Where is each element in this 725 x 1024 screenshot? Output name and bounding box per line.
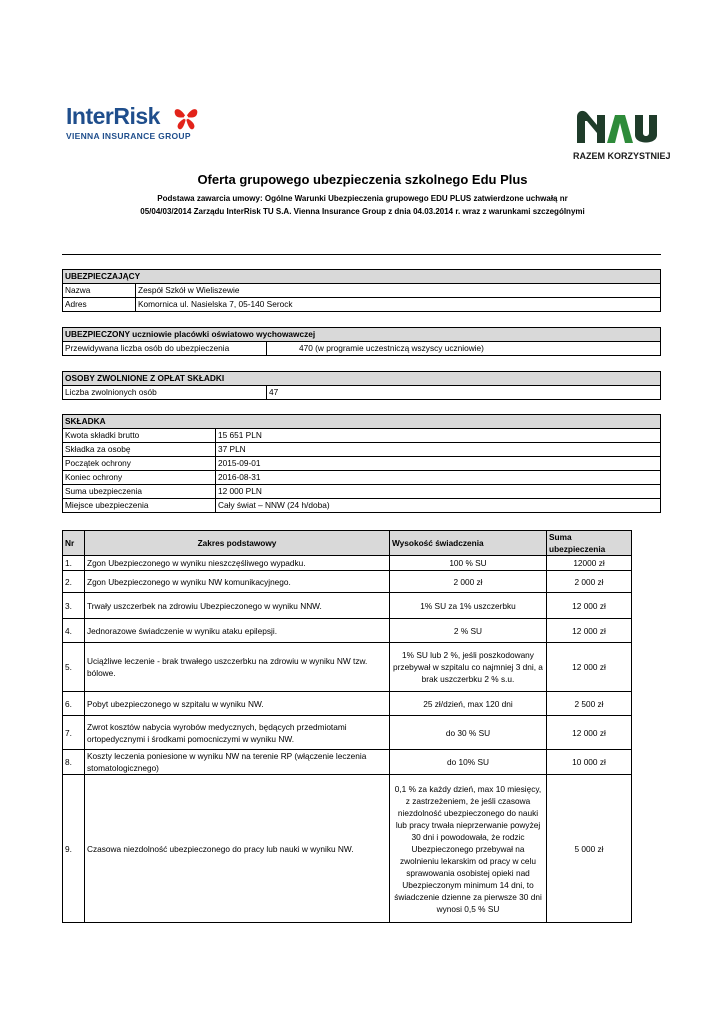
row-wysokosc: 2 % SU [390,619,547,643]
row-zakres: Zgon Ubezpieczonego w wyniku NW komunikacyjnego. [85,571,390,593]
row-zakres: Trwały uszczerbek na zdrowiu Ubezpieczonego w wyniku NNW. [85,593,390,619]
field-value: 47 [267,386,661,400]
row-zakres: Zgon Ubezpieczonego w wyniku nieszczęśliwego wypadku. [85,556,390,571]
table-row [63,471,661,485]
field-value: Zespół Szkół w Wieliszewie [136,284,661,298]
row-suma: 2 000 zł [547,571,632,593]
field-label: Nazwa [63,284,136,298]
row-suma: 2 500 zł [547,692,632,716]
interrisk-logo [66,104,206,154]
row-suma: 5 000 zł [547,775,632,923]
table-row [63,457,661,471]
field-value: 2016-08-31 [216,471,661,485]
field-value: 470 (w programie uczestniczą wszyscy uczniowie) [267,342,661,356]
table-row [63,342,661,356]
table-row [63,643,632,692]
field-label: Miejsce ubezpieczenia [63,499,216,513]
row-nr: 9. [63,775,85,923]
row-wysokosc: do 30 % SU [390,716,547,750]
table-row [63,485,661,499]
table-row [63,298,661,312]
ubezpieczony-heading: UBEZPIECZONY uczniowie placówki oświatowo wychowawczej [63,328,661,342]
nau-tagline: RAZEM KORZYSTNIEJ [573,151,671,161]
row-nr: 6. [63,692,85,716]
subtitle-line-1: Podstawa zawarcia umowy: Ogólne Warunki Ubezpieczenia grupowego EDU PLUS zatwierdzone uchwałą nr [157,194,568,203]
table-row [63,692,632,716]
benefits-table [62,530,632,923]
field-label: Składka za osobę [63,443,216,457]
row-wysokosc: 1% SU za 1% uszczerbku [390,593,547,619]
table-row [63,750,632,775]
table-row [63,716,632,750]
skladka-heading: SKŁADKA [63,415,661,429]
field-value: 37 PLN [216,443,661,457]
field-value: Komornica ul. Nasielska 7, 05-140 Serock [136,298,661,312]
row-suma: 12 000 zł [547,643,632,692]
table-row [63,284,661,298]
row-zakres: Jednorazowe świadczenie w wyniku ataku epilepsji. [85,619,390,643]
row-nr: 8. [63,750,85,775]
table-row [63,571,632,593]
field-value: 12 000 PLN [216,485,661,499]
ubezpieczony-table [62,327,661,356]
divider-line [62,254,661,255]
row-zakres: Uciążliwe leczenie - brak trwałego uszczerbku na zdrowiu w wyniku NW tzw. bólowe. [85,643,390,692]
interrisk-bow-icon [172,104,200,132]
field-label: Początek ochrony [63,457,216,471]
skladka-table [62,414,661,513]
row-nr: 5. [63,643,85,692]
zwolnione-heading: OSOBY ZWOLNIONE Z OPŁAT SKŁADKI [63,372,661,386]
table-row [63,443,661,457]
interrisk-group-text: VIENNA INSURANCE GROUP [66,131,191,141]
row-nr: 7. [63,716,85,750]
zwolnione-table [62,371,661,400]
row-wysokosc: do 10% SU [390,750,547,775]
ubezpieczajacy-table [62,269,661,312]
col-header-zakres: Zakres podstawowy [85,531,390,556]
row-suma: 12 000 zł [547,593,632,619]
row-suma: 12 000 zł [547,619,632,643]
ubezpieczajacy-heading: UBEZPIECZAJĄCY [63,270,661,284]
page-title: Oferta grupowego ubezpieczenia szkolnego Edu Plus [197,172,528,187]
field-label: Liczba zwolnionych osób [63,386,267,400]
row-nr: 3. [63,593,85,619]
row-wysokosc: 100 % SU [390,556,547,571]
col-header-nr: Nr [63,531,85,556]
row-nr: 2. [63,571,85,593]
interrisk-logo-text: InterRisk [66,103,160,129]
row-nr: 1. [63,556,85,571]
field-label: Adres [63,298,136,312]
col-header-wysokosc: Wysokość świadczenia [390,531,547,556]
nau-logo [573,107,671,161]
row-wysokosc: 1% SU lub 2 %, jeśli poszkodowany przebywał w szpitalu co najmniej 3 dni, a brak uszczerbku 2 % s.u. [390,643,547,692]
subtitle-line-2: 05/04/03/2014 Zarządu InterRisk TU S.A. Vienna Insurance Group z dnia 04.03.2014 r. wraz z warunkami szczególnymi [140,207,585,216]
row-wysokosc: 25 zł/dzień, max 120 dni [390,692,547,716]
table-row [63,619,632,643]
field-value: 15 651 PLN [216,429,661,443]
page-subtitle [0,192,725,218]
row-zakres: Pobyt ubezpieczonego w szpitalu w wyniku NW. [85,692,390,716]
table-row [63,556,632,571]
table-row [63,593,632,619]
row-zakres: Zwrot kosztów nabycia wyrobów medycznych, będących przedmiotami ortopedycznymi i środkami pomocniczymi w wyniku NW. [85,716,390,750]
table-row [63,429,661,443]
field-value: Cały świat – NNW (24 h/doba) [216,499,661,513]
row-suma: 10 000 zł [547,750,632,775]
field-label: Suma ubezpieczenia [63,485,216,499]
row-zakres: Koszty leczenia poniesione w wyniku NW na terenie RP (włączenie leczenia stomatologicznego) [85,750,390,775]
field-label: Kwota składki brutto [63,429,216,443]
row-wysokosc: 0,1 % za każdy dzień, max 10 miesięcy, z zastrzeżeniem, że jeśli czasowa niezdolność ubezpieczonego do nauki lub pracy trwała nieprzerwanie powyżej 30 dni i powodowała, że rodzic Ubezpieczonego przebywał na zwolnieniu lekarskim od pracy w celu sprawowania osobistej opieki nad Ubezpieczonym minimum 14 dni, to świadczenie dzienne za pierwsze 30 dni wynosi 0,5 % SU [390,775,547,923]
row-zakres: Czasowa niezdolność ubezpieczonego do pracy lub nauki w wyniku NW. [85,775,390,923]
nau-logo-mark [573,107,659,145]
row-wysokosc: 2 000 zł [390,571,547,593]
table-row [63,499,661,513]
field-label: Koniec ochrony [63,471,216,485]
field-label: Przewidywana liczba osób do ubezpieczenia [63,342,267,356]
row-suma: 12 000 zł [547,716,632,750]
row-suma: 12000 zł [547,556,632,571]
row-nr: 4. [63,619,85,643]
col-header-suma: Suma ubezpieczenia [547,531,632,556]
table-row [63,775,632,923]
benefits-header-row [63,531,632,556]
table-row [63,386,661,400]
field-value: 2015-09-01 [216,457,661,471]
